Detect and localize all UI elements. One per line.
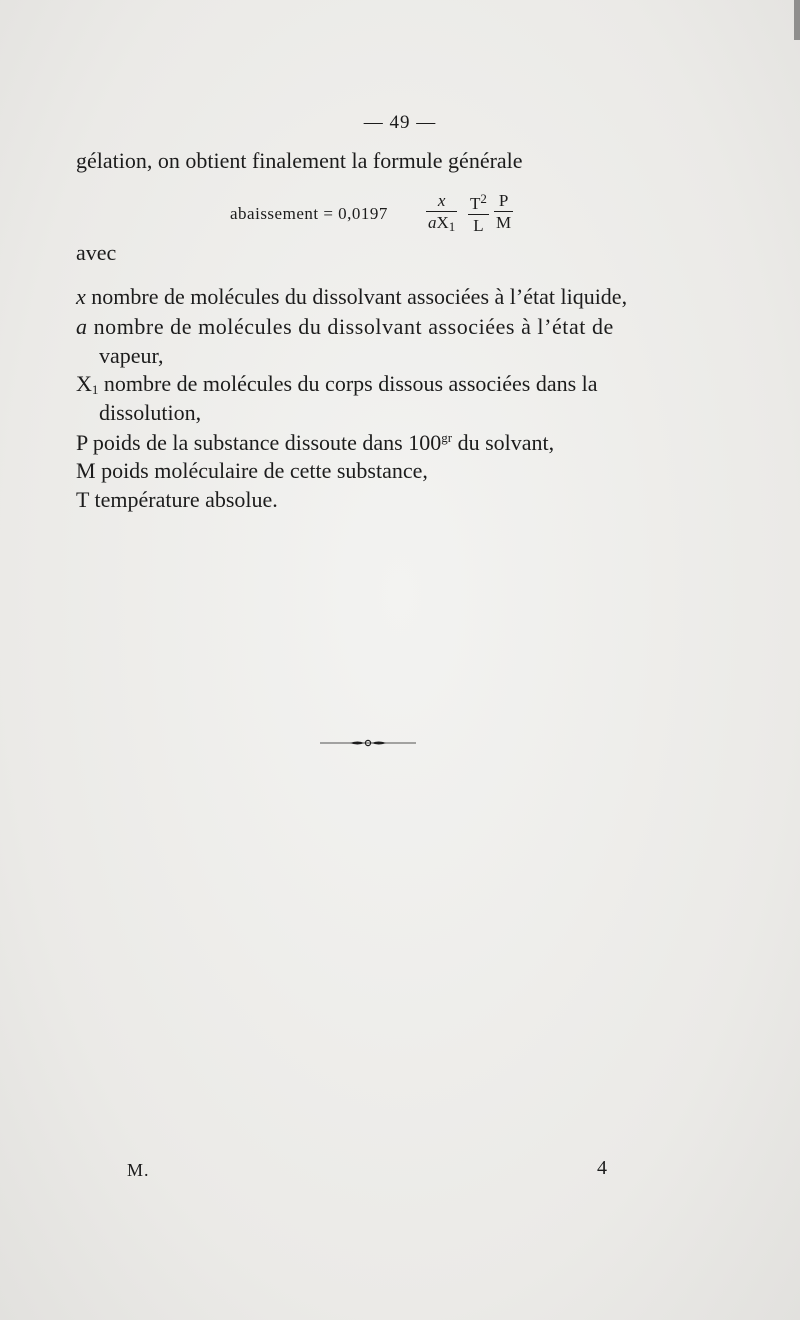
formula-a: a bbox=[428, 213, 437, 232]
formula-P: P bbox=[498, 191, 509, 210]
formula-X-sub: 1 bbox=[448, 219, 456, 234]
definition-symbol: M bbox=[76, 458, 96, 483]
fraction-x-over-aX1 bbox=[426, 192, 457, 233]
definition-symbol: T bbox=[76, 487, 90, 512]
definition-symbol: P bbox=[76, 430, 88, 455]
page-edge-shadow bbox=[794, 0, 800, 40]
definition-a-continuation: vapeur, bbox=[99, 343, 164, 368]
avec-label: avec bbox=[76, 240, 117, 265]
definition-x bbox=[76, 286, 627, 308]
definition-text: poids de la substance dissoute dans 100 bbox=[92, 430, 442, 455]
ornament-divider bbox=[320, 738, 416, 748]
definition-X1-continuation: dissolution, bbox=[99, 400, 202, 425]
formula-x: x bbox=[437, 191, 446, 210]
formula-M: M bbox=[496, 213, 512, 232]
page-number: — 49 — bbox=[363, 112, 437, 133]
formula-X: X bbox=[436, 213, 449, 232]
intro-line: gélation, on obtient finalement la formule générale bbox=[76, 148, 523, 173]
definition-text: poids moléculaire de cette substance, bbox=[101, 458, 428, 483]
fraction-T2-over-L bbox=[468, 192, 489, 234]
definition-symbol: X bbox=[76, 371, 92, 396]
definition-text-after: du solvant, bbox=[457, 430, 555, 455]
definition-X1 bbox=[76, 373, 598, 396]
definition-T bbox=[76, 489, 278, 511]
signature-mark: M. bbox=[127, 1160, 150, 1180]
formula-L: L bbox=[473, 216, 484, 235]
definition-unit-sup: gr bbox=[441, 430, 453, 445]
definition-P bbox=[76, 431, 554, 454]
definition-symbol: a bbox=[76, 314, 88, 339]
definition-symbol: x bbox=[76, 284, 86, 309]
definition-symbol-sub: 1 bbox=[91, 382, 99, 397]
definition-text: température absolue. bbox=[94, 487, 278, 512]
sheet-number: 4 bbox=[597, 1157, 607, 1179]
definition-text: nombre de molécules du dissolvant associées à l’état de bbox=[93, 314, 614, 339]
definition-text: nombre de molécules du corps dissous associées dans la bbox=[103, 371, 598, 396]
formula-T-sup: 2 bbox=[480, 191, 487, 206]
definition-M bbox=[76, 460, 428, 482]
formula-T: T bbox=[470, 194, 481, 213]
definition-text: nombre de molécules du dissolvant associées à l’état liquide, bbox=[91, 284, 628, 309]
definition-a bbox=[76, 316, 614, 338]
formula-lhs: abaissement = 0,0197 bbox=[230, 204, 388, 223]
fraction-P-over-M bbox=[494, 192, 513, 231]
